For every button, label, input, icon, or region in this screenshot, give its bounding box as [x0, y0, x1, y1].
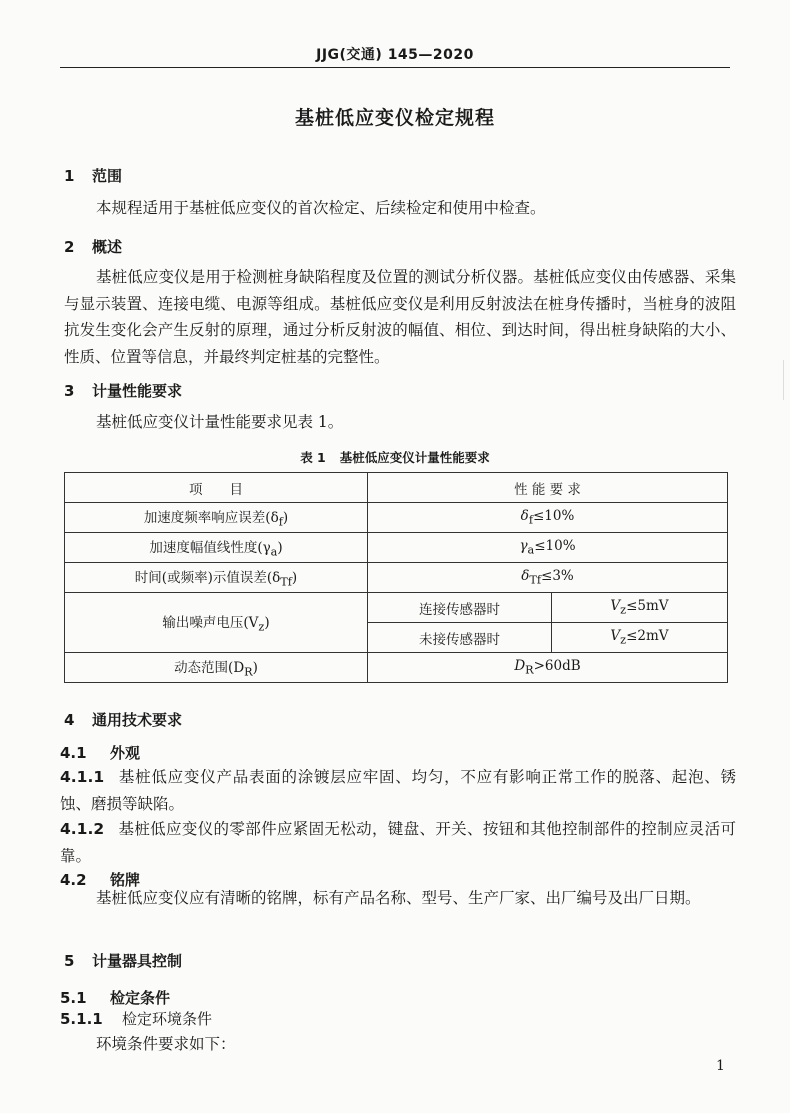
row-requirement: $D_R>60dB$: [368, 653, 728, 683]
table-row: [65, 503, 728, 533]
section-4-heading: [64, 709, 182, 730]
table-caption: [0, 448, 790, 466]
row-item: 动态范围$(D_R)$: [65, 653, 368, 683]
section-3-heading: [64, 380, 182, 401]
row-condition: 连接传感器时: [368, 593, 552, 623]
section-number: 5: [64, 952, 75, 970]
row-item: 加速度幅值线性度$(\gamma_a)$: [65, 533, 368, 563]
table-row: [65, 533, 728, 563]
section-1-heading: [64, 165, 122, 186]
clause-text: 基桩低应变仪产品表面的涂镀层应牢固、均匀，不应有影响正常工作的脱落、起泡、锈蚀、磨损等缺陷。: [60, 768, 736, 813]
section-title: 通用技术要求: [92, 711, 183, 729]
header-item: 项 目: [65, 473, 368, 503]
section-5-1-1-paragraph: 环境条件要求如下：: [96, 1035, 236, 1053]
header-rule: [60, 67, 730, 68]
table-row: [65, 593, 728, 623]
section-4-2-paragraph: 基桩低应变仪应有清晰的铭牌，标有产品名称、型号、生产厂家、出厂编号及出厂日期。: [96, 889, 701, 907]
section-title: 计量器具控制: [92, 952, 183, 970]
section-4-1-heading: [60, 742, 140, 763]
section-5-heading: [64, 950, 182, 971]
table-header-row: [65, 473, 728, 503]
table-row: [65, 563, 728, 593]
row-requirement: $\gamma_a\le 10\%$: [368, 533, 728, 563]
section-5-1-heading: [60, 987, 170, 1008]
row-requirement: $V_z\le 2mV$: [552, 623, 728, 653]
table-caption-text: 基桩低应变仪计量性能要求: [339, 450, 490, 465]
section-title: 概述: [92, 238, 123, 256]
section-title: 范围: [92, 167, 123, 185]
section-number: 5.1.1: [60, 1010, 103, 1028]
section-title: 铭牌: [110, 871, 141, 889]
performance-requirements-table: [64, 472, 728, 683]
row-item: 输出噪声电压$(V_z)$: [65, 593, 368, 653]
table-row: [65, 653, 728, 683]
scan-edge-mark: [783, 360, 784, 400]
table-label: 表 1: [300, 450, 326, 465]
section-title: 外观: [110, 744, 141, 762]
section-number: 3: [64, 382, 75, 400]
page-number: 1: [716, 1058, 725, 1074]
row-condition: 未接传感器时: [368, 623, 552, 653]
row-requirement: $V_z\le 5mV$: [552, 593, 728, 623]
row-item: 时间(或频率)示值误差$(\delta_{Tf})$: [65, 563, 368, 593]
section-number: 2: [64, 238, 75, 256]
section-number: 5.1: [60, 989, 87, 1007]
section-title: 检定环境条件: [122, 1010, 213, 1028]
section-title: 计量性能要求: [92, 382, 183, 400]
clause-4-1-1: [60, 764, 736, 817]
section-3-paragraph: 基桩低应变仪计量性能要求见表 1。: [96, 413, 344, 431]
section-title: 检定条件: [110, 989, 171, 1007]
section-number: 1: [64, 167, 75, 185]
section-number: 4: [64, 711, 75, 729]
section-2-paragraph: 基桩低应变仪是用于检测桩身缺陷程度及位置的测试分析仪器。基桩低应变仪由传感器、采集与显示装置、连接电缆、电源等组成。基桩低应变仪是利用反射波法在桩身传播时，当桩身的波阻抗发生变化会产生反射的原理，通过分析反射波的幅值、相位、到达时间，得出桩身缺陷的大小、性质、位置等信息，并最终判定桩基的完整性。: [64, 268, 736, 366]
section-5-1-1-heading: [60, 1008, 212, 1029]
section-number: 4.2: [60, 871, 87, 889]
row-requirement: $\delta_{Tf}\le 3\%$: [368, 563, 728, 593]
section-2-heading: [64, 236, 122, 257]
row-item: 加速度频率响应误差$(\delta_f)$: [65, 503, 368, 533]
running-head: JJG(交通) 145—2020: [316, 47, 474, 63]
clause-number: 4.1.1: [60, 768, 105, 786]
row-requirement: $\delta_f\le 10\%$: [368, 503, 728, 533]
clause-text: 基桩低应变仪的零部件应紧固无松动，键盘、开关、按钮和其他控制部件的控制应灵活可靠。: [60, 820, 736, 865]
clause-4-1-2: [60, 816, 736, 869]
section-number: 4.1: [60, 744, 87, 762]
document-title: 基桩低应变仪检定规程: [294, 107, 495, 129]
section-1-paragraph: 本规程适用于基桩低应变仪的首次检定、后续检定和使用中检查。: [96, 199, 546, 217]
clause-number: 4.1.2: [60, 820, 105, 838]
header-requirement: 性 能 要 求: [368, 473, 728, 503]
